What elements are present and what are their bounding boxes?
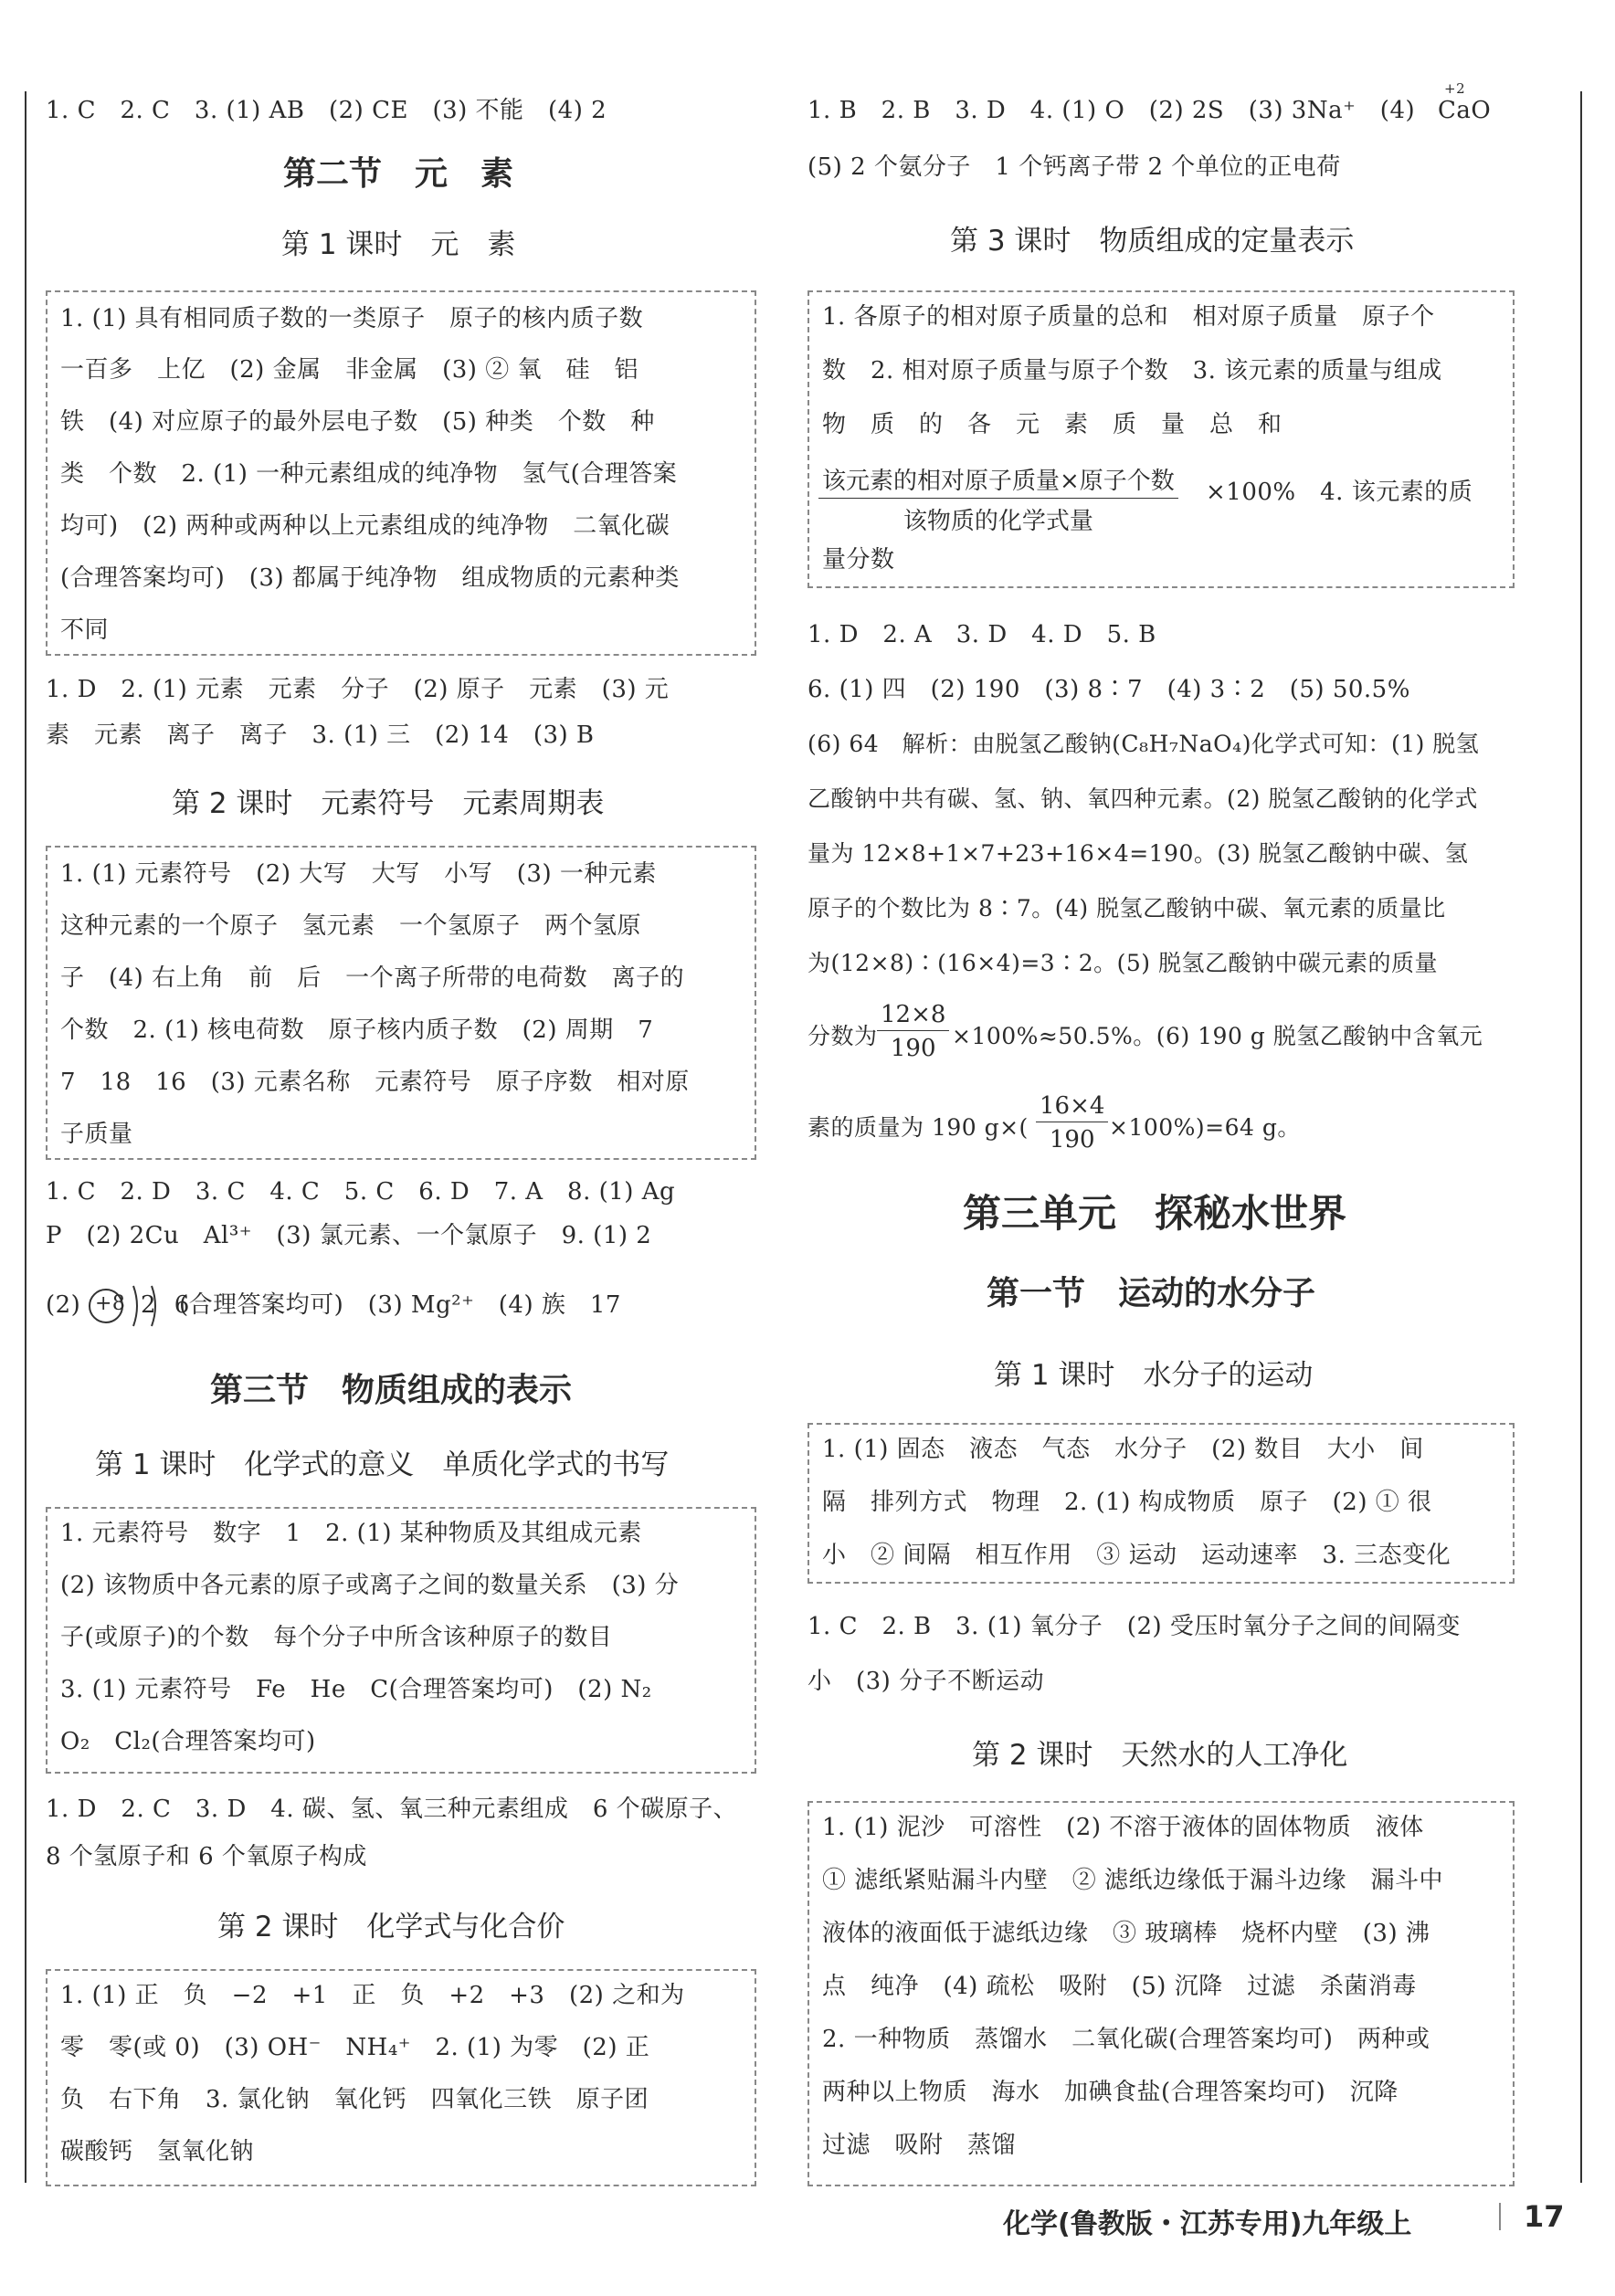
- box-line: 碳酸钙 氢氧化钠: [60, 2138, 255, 2165]
- analysis-line: 乙酸钠中共有碳、氢、钠、氧四种元素。(2) 脱氢乙酸钠的化学式: [808, 785, 1478, 812]
- box-line: 子质量: [60, 1121, 133, 1148]
- oxygen-fraction: [1036, 1092, 1108, 1153]
- box-line: 1. (1) 具有相同质子数的一类原子 原子的核内质子数: [60, 305, 644, 332]
- box-line: 1. 各原子的相对原子质量的总和 相对原子质量 原子个: [822, 303, 1435, 331]
- box-line: 量分数: [822, 546, 895, 574]
- analysis-line: ×100%)=64 g。: [1109, 1114, 1301, 1141]
- box-line: 1. (1) 泥沙 可溶性 (2) 不溶于液体的固体物质 液体: [822, 1814, 1424, 1841]
- lesson-title: 第 1 课时 水分子的运动: [994, 1359, 1314, 1392]
- right-margin-rule: [1580, 91, 1582, 2183]
- carbon-fraction: [877, 1001, 949, 1062]
- book-title: 化学(鲁教版・江苏专用)九年级上: [1003, 2208, 1412, 2240]
- box-line: 隔 排列方式 物理 2. (1) 构成物质 原子 (2) ① 很: [822, 1489, 1432, 1516]
- answer-box: [46, 846, 756, 1160]
- box-line: 液体的液面低于滤纸边缘 ③ 玻璃棒 烧杯内壁 (3) 沸: [822, 1920, 1430, 1947]
- box-line: (合理答案均可) (3) 都属于纯净物 组成物质的元素种类: [60, 564, 680, 592]
- box-line: 过滤 吸附 蒸馏: [822, 2132, 1017, 2159]
- valence-mark: +2: [1444, 80, 1466, 97]
- lesson-title: 第 2 课时 天然水的人工净化: [972, 1739, 1348, 1772]
- answer-line: 1. D 2. A 3. D 4. D 5. B: [808, 621, 1156, 648]
- answer-line: P (2) 2Cu Al³⁺ (3) 氯元素、一个氯原子 9. (1) 2: [46, 1222, 652, 1249]
- box-line: 负 右下角 3. 氯化钠 氧化钙 四氧化三铁 原子团: [60, 2086, 649, 2113]
- box-line: 这种元素的一个原子 氢元素 一个氢原子 两个氢原: [60, 912, 642, 940]
- box-line: 2. 一种物质 蒸馏水 二氧化碳(合理答案均可) 两种或: [822, 2026, 1430, 2053]
- lesson-title: 第 2 课时 元素符号 元素周期表: [172, 787, 605, 820]
- answer-line: 小 (3) 分子不断运动: [808, 1668, 1045, 1695]
- fraction-denominator: 190: [1049, 1126, 1095, 1153]
- unit-title: 第三单元 探秘水世界: [963, 1191, 1347, 1236]
- nucleus-charge: +8: [95, 1292, 126, 1315]
- fraction-numerator: 该元素的相对原子质量×原子个数: [818, 462, 1178, 499]
- answer-line: (5) 2 个氨分子 1 个钙离子带 2 个单位的正电荷: [808, 153, 1341, 181]
- lesson-title: 第 1 课时 化学式的意义 单质化学式的书写: [95, 1448, 670, 1481]
- electron-shells: 2 6: [141, 1291, 195, 1319]
- answer-line: 8 个氢原子和 6 个氧原子构成: [46, 1843, 367, 1870]
- box-line: 物 质 的 各 元 素 质 量 总 和: [822, 411, 1282, 438]
- fraction-numerator: 12×8: [877, 1001, 949, 1031]
- lesson-title: 第 1 课时 元 素: [281, 228, 516, 261]
- section-title: 第二节 元 素: [283, 155, 514, 193]
- mass-fraction-formula: [818, 462, 1178, 536]
- answer-line: 1. C 2. D 3. C 4. C 5. C 6. D 7. A 8. (1) Ag: [46, 1178, 676, 1206]
- answer-line: 1. D 2. C 3. D 4. 碳、氢、氧三种元素组成 6 个碳原子、: [46, 1796, 738, 1823]
- fraction-denominator: 该物质的化学式量: [902, 508, 1093, 535]
- box-line: 零 零(或 0) (3) OH⁻ NH₄⁺ 2. (1) 为零 (2) 正: [60, 2034, 650, 2061]
- answer-line: 6. (1) 四 (2) 190 (3) 8∶7 (4) 3∶2 (5) 50.5%: [808, 676, 1410, 703]
- section-title: 第一节 运动的水分子: [987, 1275, 1316, 1312]
- left-margin-rule: [25, 91, 26, 2183]
- answer-line: 1. C 2. C 3. (1) AB (2) CE (3) 不能 (4) 2: [46, 97, 607, 124]
- box-line: ① 滤纸紧贴漏斗内壁 ② 滤纸边缘低于漏斗边缘 漏斗中: [822, 1867, 1444, 1894]
- answer-line: 1. C 2. B 3. (1) 氧分子 (2) 受压时氧分子之间的间隔变: [808, 1613, 1461, 1640]
- lesson-title: 第 2 课时 化学式与化合价: [217, 1911, 565, 1943]
- box-line: O₂ Cl₂(合理答案均可): [60, 1728, 316, 1755]
- analysis-line: ×100%≈50.5%。(6) 190 g 脱氢乙酸钠中含氧元: [952, 1023, 1483, 1049]
- box-line: 子(或原子)的个数 每个分子中所含该种原子的数目: [60, 1624, 613, 1651]
- page-number: 17: [1524, 2199, 1565, 2234]
- analysis-line: 量为 12×8+1×7+23+16×4=190。(3) 脱氢乙酸钠中碳、氢: [808, 840, 1469, 867]
- formula: CaO: [1438, 97, 1492, 124]
- box-line: 铁 (4) 对应原子的最外层电子数 (5) 种类 个数 种: [60, 408, 655, 436]
- box-line: (2) 该物质中各元素的原子或离子之间的数量关系 (3) 分: [60, 1572, 680, 1599]
- box-line: 类 个数 2. (1) 一种元素组成的纯净物 氢气(合理答案: [60, 460, 678, 488]
- section-title: 第三节 物质组成的表示: [210, 1372, 573, 1409]
- footer-divider: [1499, 2203, 1501, 2230]
- box-line: 均可) (2) 两种或两种以上元素组成的纯净物 二氧化碳: [60, 512, 670, 540]
- box-line: 7 18 16 (3) 元素名称 元素符号 原子序数 相对原: [60, 1069, 690, 1096]
- box-line: 个数 2. (1) 核电荷数 原子核内质子数 (2) 周期 7: [60, 1016, 654, 1044]
- answer-fragment: (2): [46, 1291, 81, 1319]
- analysis-line: 为(12×8)∶(16×4)=3∶2。(5) 脱氢乙酸钠中碳元素的质量: [808, 950, 1438, 976]
- box-line: 1. (1) 固态 液态 气态 水分子 (2) 数目 大小 间: [822, 1436, 1424, 1463]
- box-line: 1. 元素符号 数字 1 2. (1) 某种物质及其组成元素: [60, 1520, 642, 1547]
- box-line: 一百多 上亿 (2) 金属 非金属 (3) ② 氧 硅 铝: [60, 356, 639, 384]
- box-line: 子 (4) 右上角 前 后 一个离子所带的电荷数 离子的: [60, 964, 685, 992]
- box-line: 数 2. 相对原子质量与原子个数 3. 该元素的质量与组成: [822, 357, 1442, 384]
- analysis-line: 分数为: [808, 1023, 878, 1049]
- box-line: 点 纯净 (4) 疏松 吸附 (5) 沉降 过滤 杀菌消毒: [822, 1973, 1417, 2000]
- fraction-denominator: 190: [890, 1035, 936, 1062]
- box-line: 1. (1) 元素符号 (2) 大写 大写 小写 (3) 一种元素: [60, 860, 657, 888]
- box-line: 3. (1) 元素符号 Fe He C(合理答案均可) (2) N₂: [60, 1676, 652, 1703]
- box-line: 两种以上物质 海水 加碘食盐(合理答案均可) 沉降: [822, 2079, 1399, 2106]
- box-line: ×100% 4. 该元素的质: [1206, 479, 1473, 506]
- answer-box: [808, 290, 1515, 588]
- answer-fragment: (合理答案均可) (3) Mg²⁺ (4) 族 17: [179, 1291, 621, 1319]
- analysis-line: 原子的个数比为 8∶7。(4) 脱氢乙酸钠中碳、氧元素的质量比: [808, 895, 1446, 922]
- answer-line: 素 元素 离子 离子 3. (1) 三 (2) 14 (3) B: [46, 721, 595, 749]
- box-line: 1. (1) 正 负 −2 +1 正 负 +2 +3 (2) 之和为: [60, 1982, 685, 2009]
- fraction-numerator: 16×4: [1036, 1092, 1108, 1122]
- analysis-line: 素的质量为 190 g×(: [808, 1114, 1029, 1141]
- box-line: 不同: [60, 616, 110, 644]
- analysis-line: (6) 64 解析：由脱氢乙酸钠(C₈H₇NaO₄)化学式可知：(1) 脱氢: [808, 731, 1480, 757]
- answer-line: 1. B 2. B 3. D 4. (1) O (2) 2S (3) 3Na⁺ (4): [808, 97, 1416, 124]
- lesson-title: 第 3 课时 物质组成的定量表示: [950, 225, 1355, 258]
- answer-line: 1. D 2. (1) 元素 元素 分子 (2) 原子 元素 (3) 元: [46, 676, 670, 703]
- box-line: 小 ② 间隔 相互作用 ③ 运动 运动速率 3. 三态变化: [822, 1542, 1451, 1569]
